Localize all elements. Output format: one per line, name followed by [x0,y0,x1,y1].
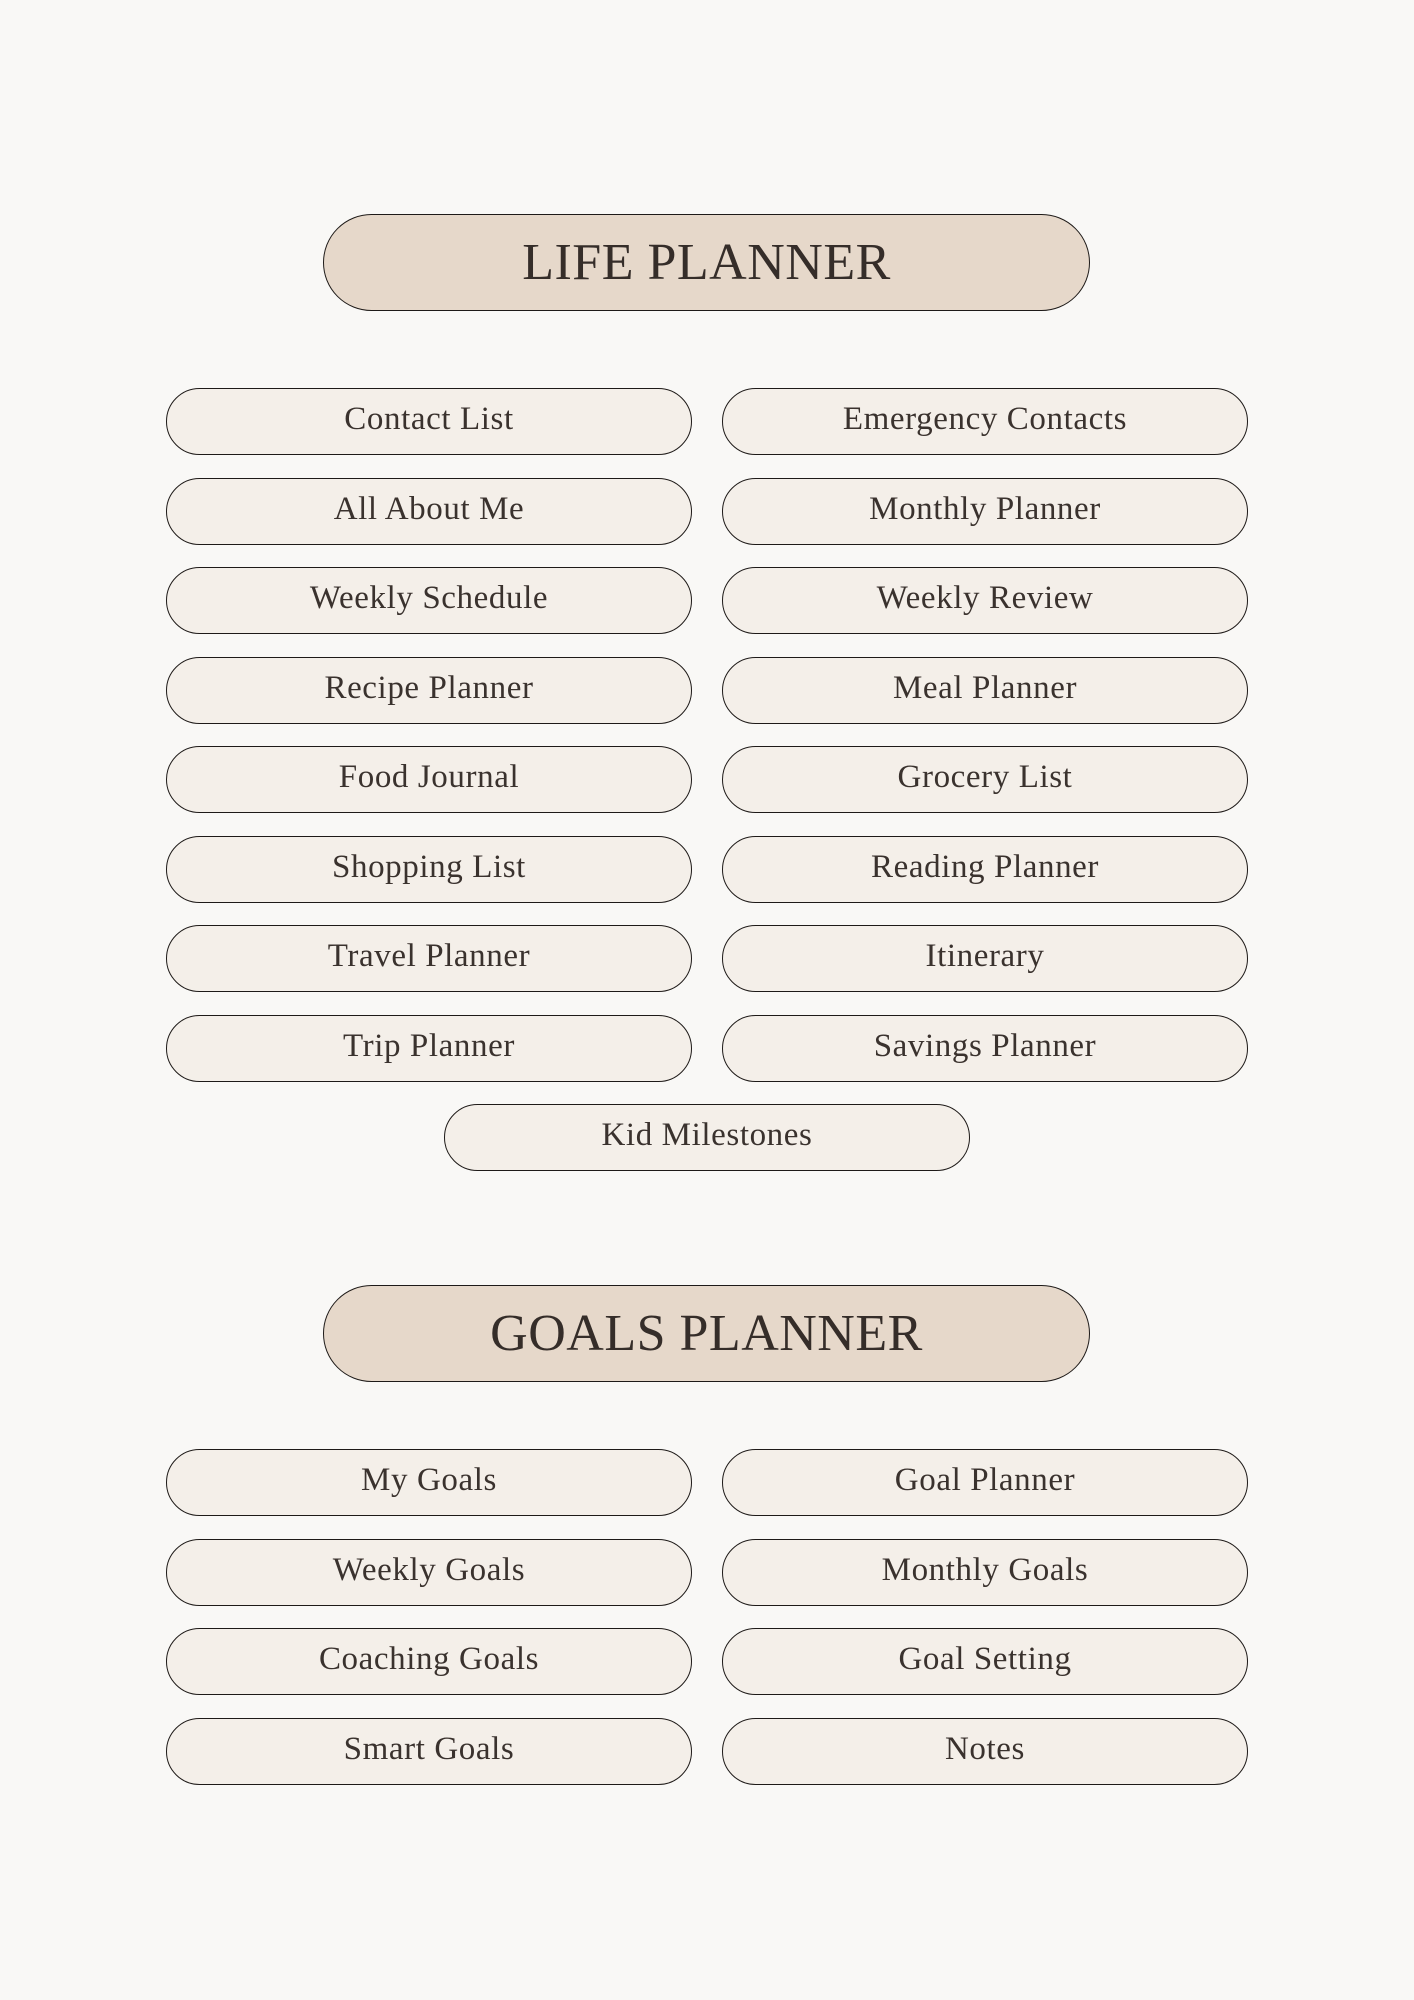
link-weekly-review[interactable]: Weekly Review [722,567,1248,634]
link-trip-planner[interactable]: Trip Planner [166,1015,692,1082]
link-my-goals[interactable]: My Goals [166,1449,692,1516]
link-savings-planner[interactable]: Savings Planner [722,1015,1248,1082]
link-food-journal[interactable]: Food Journal [166,746,692,813]
link-travel-planner[interactable]: Travel Planner [166,925,692,992]
life-planner-links [166,388,1248,1171]
link-grocery-list[interactable]: Grocery List [722,746,1248,813]
link-notes[interactable]: Notes [722,1718,1248,1785]
goals-planner-title[interactable]: GOALS PLANNER [323,1285,1090,1382]
link-itinerary[interactable]: Itinerary [722,925,1248,992]
link-all-about-me[interactable]: All About Me [166,478,692,545]
goals-planner-links [166,1449,1248,1785]
link-coaching-goals[interactable]: Coaching Goals [166,1628,692,1695]
link-monthly-planner[interactable]: Monthly Planner [722,478,1248,545]
link-kid-milestones[interactable]: Kid Milestones [444,1104,970,1171]
link-goal-planner[interactable]: Goal Planner [722,1449,1248,1516]
life-planner-title[interactable]: LIFE PLANNER [323,214,1090,311]
link-meal-planner[interactable]: Meal Planner [722,657,1248,724]
link-weekly-goals[interactable]: Weekly Goals [166,1539,692,1606]
link-smart-goals[interactable]: Smart Goals [166,1718,692,1785]
link-weekly-schedule[interactable]: Weekly Schedule [166,567,692,634]
link-reading-planner[interactable]: Reading Planner [722,836,1248,903]
link-shopping-list[interactable]: Shopping List [166,836,692,903]
link-contact-list[interactable]: Contact List [166,388,692,455]
link-goal-setting[interactable]: Goal Setting [722,1628,1248,1695]
link-monthly-goals[interactable]: Monthly Goals [722,1539,1248,1606]
link-emergency-contacts[interactable]: Emergency Contacts [722,388,1248,455]
link-recipe-planner[interactable]: Recipe Planner [166,657,692,724]
